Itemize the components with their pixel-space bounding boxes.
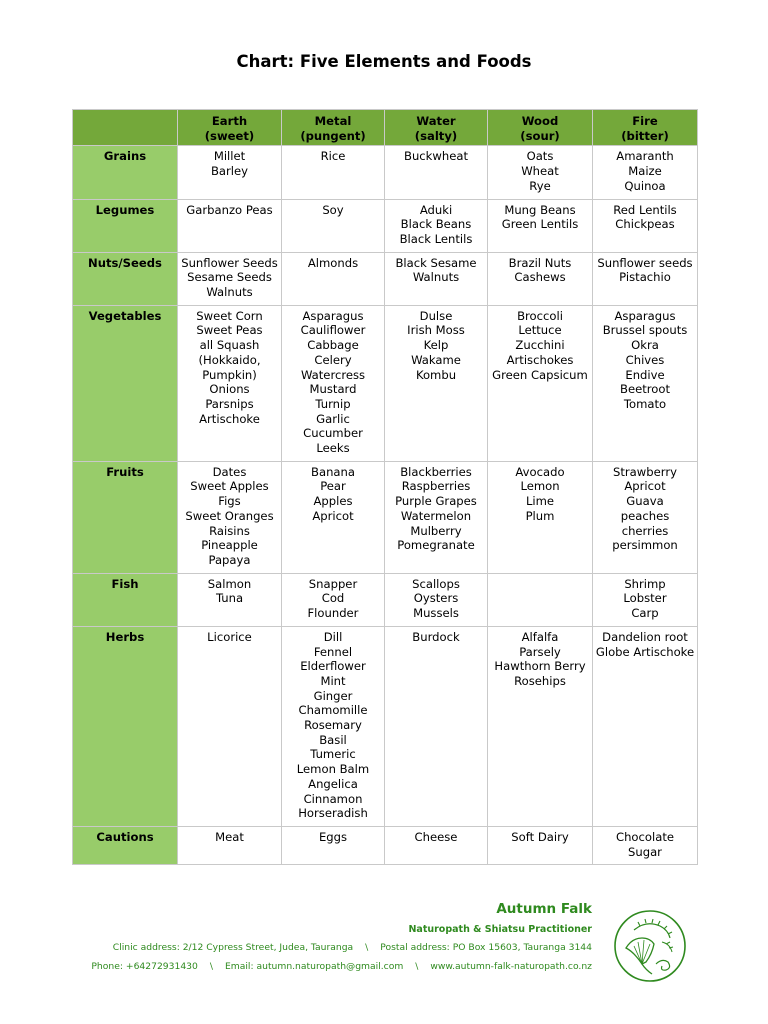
- food-cell: [488, 305, 593, 461]
- food-item: Brussel spouts: [602, 323, 688, 338]
- table-header: [73, 110, 698, 146]
- element-name: Fire: [632, 114, 658, 128]
- clinic-address: Clinic address: 2/12 Cypress Street, Judea, Tauranga: [112, 942, 354, 953]
- element-taste: (salty): [414, 128, 458, 143]
- row-header: Grains: [73, 146, 178, 199]
- element-taste: (pungent): [300, 128, 366, 143]
- food-cell: [488, 199, 593, 252]
- food-item: Endive: [625, 367, 665, 382]
- food-item: Salmon: [207, 576, 252, 591]
- food-item: Pineapple: [201, 538, 258, 553]
- food-item: Broccoli: [517, 308, 563, 323]
- food-item: Tomato: [623, 396, 667, 411]
- food-cell: [385, 305, 488, 461]
- food-cell: [593, 146, 698, 199]
- food-item: Apples: [313, 494, 353, 509]
- food-cell: [178, 305, 282, 461]
- food-item: Lemon: [520, 479, 560, 494]
- food-item: Garbanzo Peas: [186, 202, 273, 217]
- email-address: Email: autumn.naturopath@gmail.com: [224, 961, 404, 972]
- food-item: Celery: [314, 352, 352, 367]
- practitioner-title: Naturopath & Shiatsu Practitioner: [408, 924, 592, 935]
- food-item: Amaranth: [616, 149, 674, 164]
- food-item: Zucchini: [515, 338, 565, 353]
- food-item: Rye: [529, 178, 551, 193]
- food-item: Maize: [628, 164, 662, 179]
- page-title: Chart: Five Elements and Foods: [236, 52, 532, 71]
- column-header: [178, 110, 282, 146]
- separator: \: [209, 961, 213, 972]
- row-header: Nuts/Seeds: [73, 252, 178, 305]
- food-item: Parsnips: [205, 396, 254, 411]
- food-item: Barley: [210, 164, 249, 179]
- food-item: Tuna: [215, 591, 244, 606]
- food-item: cherries: [621, 523, 669, 538]
- food-item: Oats: [526, 149, 554, 164]
- food-item: Pomegranate: [397, 538, 475, 553]
- food-item: Apricot: [624, 479, 666, 494]
- food-cell: [488, 826, 593, 864]
- food-item: Quinoa: [624, 178, 666, 193]
- food-cell: [488, 573, 593, 626]
- food-cell: [385, 573, 488, 626]
- food-cell: [282, 626, 385, 826]
- food-item: Lobster: [623, 591, 667, 606]
- food-item: Raisins: [209, 523, 250, 538]
- food-item: Guava: [626, 494, 664, 509]
- food-item: Sesame Seeds: [187, 270, 272, 285]
- food-item: Carp: [631, 606, 659, 621]
- food-item: Aduki: [419, 202, 453, 217]
- food-cell: [178, 461, 282, 573]
- table-row: [73, 626, 698, 826]
- food-item: Dill: [323, 629, 343, 644]
- food-item: Dulse: [419, 308, 453, 323]
- food-item: Basil: [319, 732, 347, 747]
- food-item: Millet: [213, 149, 246, 164]
- food-cell: [282, 461, 385, 573]
- food-cell: [282, 305, 385, 461]
- contact-line: [91, 961, 592, 972]
- ginkgo-logo-icon: [612, 908, 688, 984]
- food-item: Sugar: [628, 844, 662, 859]
- food-cell: [385, 146, 488, 199]
- food-cell: [385, 626, 488, 826]
- element-taste: (sour): [520, 128, 560, 143]
- food-cell: [488, 146, 593, 199]
- food-item: Oysters: [413, 591, 459, 606]
- food-cell: [385, 199, 488, 252]
- food-item: Sweet Corn: [196, 308, 263, 323]
- food-item: Onions: [209, 382, 250, 397]
- food-item: Pistachio: [619, 270, 671, 285]
- food-cell: [488, 461, 593, 573]
- food-item: Snapper: [308, 576, 358, 591]
- column-header: [282, 110, 385, 146]
- column-header: [593, 110, 698, 146]
- food-cell: [178, 199, 282, 252]
- phone-number: Phone: +64272931430: [91, 961, 198, 972]
- food-item: Lettuce: [518, 323, 562, 338]
- website-link[interactable]: www.autumn-falk-naturopath.co.nz: [430, 961, 592, 972]
- element-taste: (bitter): [621, 128, 669, 143]
- food-item: Avocado: [515, 464, 565, 479]
- food-cell: [593, 626, 698, 826]
- food-item: Lime: [525, 494, 555, 509]
- food-item: Purple Grapes: [395, 494, 477, 509]
- food-item: Mulberry: [410, 523, 462, 538]
- food-item: Artischokes: [506, 352, 574, 367]
- element-taste: (sweet): [204, 128, 255, 143]
- food-item: Blackberries: [400, 464, 472, 479]
- food-cell: [178, 146, 282, 199]
- food-cell: [282, 199, 385, 252]
- food-item: Dates: [212, 464, 247, 479]
- separator: \: [415, 961, 419, 972]
- food-cell: [178, 626, 282, 826]
- food-item: Black Sesame: [395, 255, 477, 270]
- food-item: Asparagus: [302, 308, 364, 323]
- table-row: [73, 305, 698, 461]
- food-item: Cheese: [414, 829, 458, 844]
- food-item: peaches: [620, 508, 670, 523]
- food-item: Fennel: [313, 644, 353, 659]
- food-item: (Hokkaido,: [198, 352, 261, 367]
- food-item: Rosehips: [514, 673, 566, 688]
- element-name: Water: [416, 114, 456, 128]
- food-item: Eggs: [318, 829, 348, 844]
- food-item: Artischoke: [199, 411, 260, 426]
- food-item: Dandelion root: [602, 629, 688, 644]
- food-item: Pumpkin): [202, 367, 257, 382]
- food-item: Globe Artischoke: [595, 644, 695, 659]
- food-item: Leeks: [316, 441, 350, 456]
- food-item: Hawthorn Berry: [494, 659, 586, 674]
- food-item: Kombu: [415, 367, 457, 382]
- food-item: Chickpeas: [615, 217, 675, 232]
- food-cell: [282, 573, 385, 626]
- food-item: Red Lentils: [613, 202, 677, 217]
- food-cell: [385, 252, 488, 305]
- food-cell: [178, 826, 282, 864]
- food-item: Tumeric: [310, 747, 356, 762]
- table-row: [73, 461, 698, 573]
- food-cell: [593, 461, 698, 573]
- food-cell: [282, 252, 385, 305]
- table-row: [73, 199, 698, 252]
- food-item: Black Beans: [400, 217, 472, 232]
- row-header: Fruits: [73, 461, 178, 573]
- food-item: Watercress: [300, 367, 366, 382]
- food-item: Horseradish: [298, 806, 368, 821]
- food-item: Black Lentils: [399, 231, 473, 246]
- food-item: all Squash: [199, 338, 260, 353]
- food-item: Apricot: [312, 508, 354, 523]
- food-cell: [178, 573, 282, 626]
- food-item: Scallops: [412, 576, 460, 591]
- column-header: [488, 110, 593, 146]
- food-item: Licorice: [207, 629, 252, 644]
- food-item: Soft Dairy: [511, 829, 569, 844]
- food-item: Green Capsicum: [492, 367, 588, 382]
- food-item: Strawberry: [613, 464, 677, 479]
- food-item: Chives: [625, 352, 665, 367]
- element-name: Earth: [211, 114, 248, 128]
- food-item: Asparagus: [614, 308, 676, 323]
- food-item: Cod: [321, 591, 345, 606]
- food-item: Okra: [631, 338, 659, 353]
- food-item: Pear: [320, 479, 346, 494]
- food-cell: [282, 826, 385, 864]
- food-item: Turnip: [315, 396, 351, 411]
- food-item: Mussels: [413, 606, 459, 621]
- food-cell: [593, 573, 698, 626]
- food-cell: [593, 252, 698, 305]
- food-cell: [178, 252, 282, 305]
- table-row: [73, 252, 698, 305]
- food-item: Plum: [525, 508, 555, 523]
- table-row: [73, 146, 698, 199]
- food-item: Figs: [218, 494, 241, 509]
- postal-address: Postal address: PO Box 15603, Tauranga 3144: [380, 942, 592, 953]
- food-item: Cinnamon: [303, 791, 363, 806]
- separator: \: [365, 942, 369, 953]
- food-item: Elderflower: [300, 659, 366, 674]
- food-cell: [593, 305, 698, 461]
- food-item: Beetroot: [619, 382, 670, 397]
- address-line: [113, 942, 592, 953]
- food-item: Ginger: [313, 688, 353, 703]
- row-header: Herbs: [73, 626, 178, 826]
- food-cell: [488, 252, 593, 305]
- food-item: Cabbage: [307, 338, 359, 353]
- food-item: persimmon: [612, 538, 678, 553]
- food-item: Walnuts: [412, 270, 460, 285]
- food-item: Sunflower Seeds: [181, 255, 278, 270]
- food-item: Papaya: [208, 552, 251, 567]
- food-item: Soy: [322, 202, 344, 217]
- food-item: Almonds: [307, 255, 359, 270]
- food-item: Kelp: [423, 338, 449, 353]
- food-item: Flounder: [307, 606, 359, 621]
- food-item: Rice: [320, 149, 346, 164]
- food-cell: [593, 199, 698, 252]
- food-item: Buckwheat: [403, 149, 468, 164]
- food-item: Walnuts: [206, 285, 253, 300]
- element-name: Metal: [314, 114, 352, 128]
- food-item: Lemon Balm: [296, 762, 370, 777]
- food-item: Wheat: [521, 164, 559, 179]
- practitioner-name: Autumn Falk: [496, 901, 592, 917]
- food-item: Cauliflower: [300, 323, 366, 338]
- food-item: Mint: [320, 673, 346, 688]
- food-cell: [385, 461, 488, 573]
- food-item: Mustard: [309, 382, 357, 397]
- food-item: Watermelon: [400, 508, 472, 523]
- food-item: Green Lentils: [501, 217, 579, 232]
- food-item: Raspberries: [401, 479, 471, 494]
- food-item: Banana: [311, 464, 355, 479]
- column-header: [385, 110, 488, 146]
- food-item: Mung Beans: [504, 202, 576, 217]
- row-header: Legumes: [73, 199, 178, 252]
- food-item: Rosemary: [304, 718, 362, 733]
- food-item: Angelica: [308, 776, 358, 791]
- row-header: Fish: [73, 573, 178, 626]
- food-item: Wakame: [411, 352, 461, 367]
- food-item: Sweet Apples: [190, 479, 269, 494]
- food-item: Shrimp: [624, 576, 666, 591]
- table-row: [73, 573, 698, 626]
- food-item: Meat: [215, 829, 244, 844]
- food-item: Cucumber: [303, 426, 363, 441]
- row-header: Cautions: [73, 826, 178, 864]
- table-row: [73, 826, 698, 864]
- food-cell: [488, 626, 593, 826]
- food-item: Irish Moss: [407, 323, 465, 338]
- food-item: Brazil Nuts: [508, 255, 572, 270]
- food-item: Sweet Oranges: [185, 508, 274, 523]
- row-header: Vegetables: [73, 305, 178, 461]
- food-item: Burdock: [412, 629, 460, 644]
- food-item: Sweet Peas: [196, 323, 263, 338]
- food-item: Chocolate: [615, 829, 674, 844]
- food-cell: [385, 826, 488, 864]
- table-body: [73, 146, 698, 865]
- food-item: Cashews: [514, 270, 566, 285]
- food-cell: [282, 146, 385, 199]
- elements-food-table: [72, 109, 698, 865]
- food-cell: [593, 826, 698, 864]
- food-item: Chamomille: [298, 703, 368, 718]
- food-item: Alfalfa: [521, 629, 559, 644]
- food-item: Garlic: [316, 411, 350, 426]
- element-name: Wood: [521, 114, 559, 128]
- header-corner: [73, 110, 178, 146]
- food-item: Sunflower seeds: [597, 255, 693, 270]
- food-item: Parsely: [519, 644, 561, 659]
